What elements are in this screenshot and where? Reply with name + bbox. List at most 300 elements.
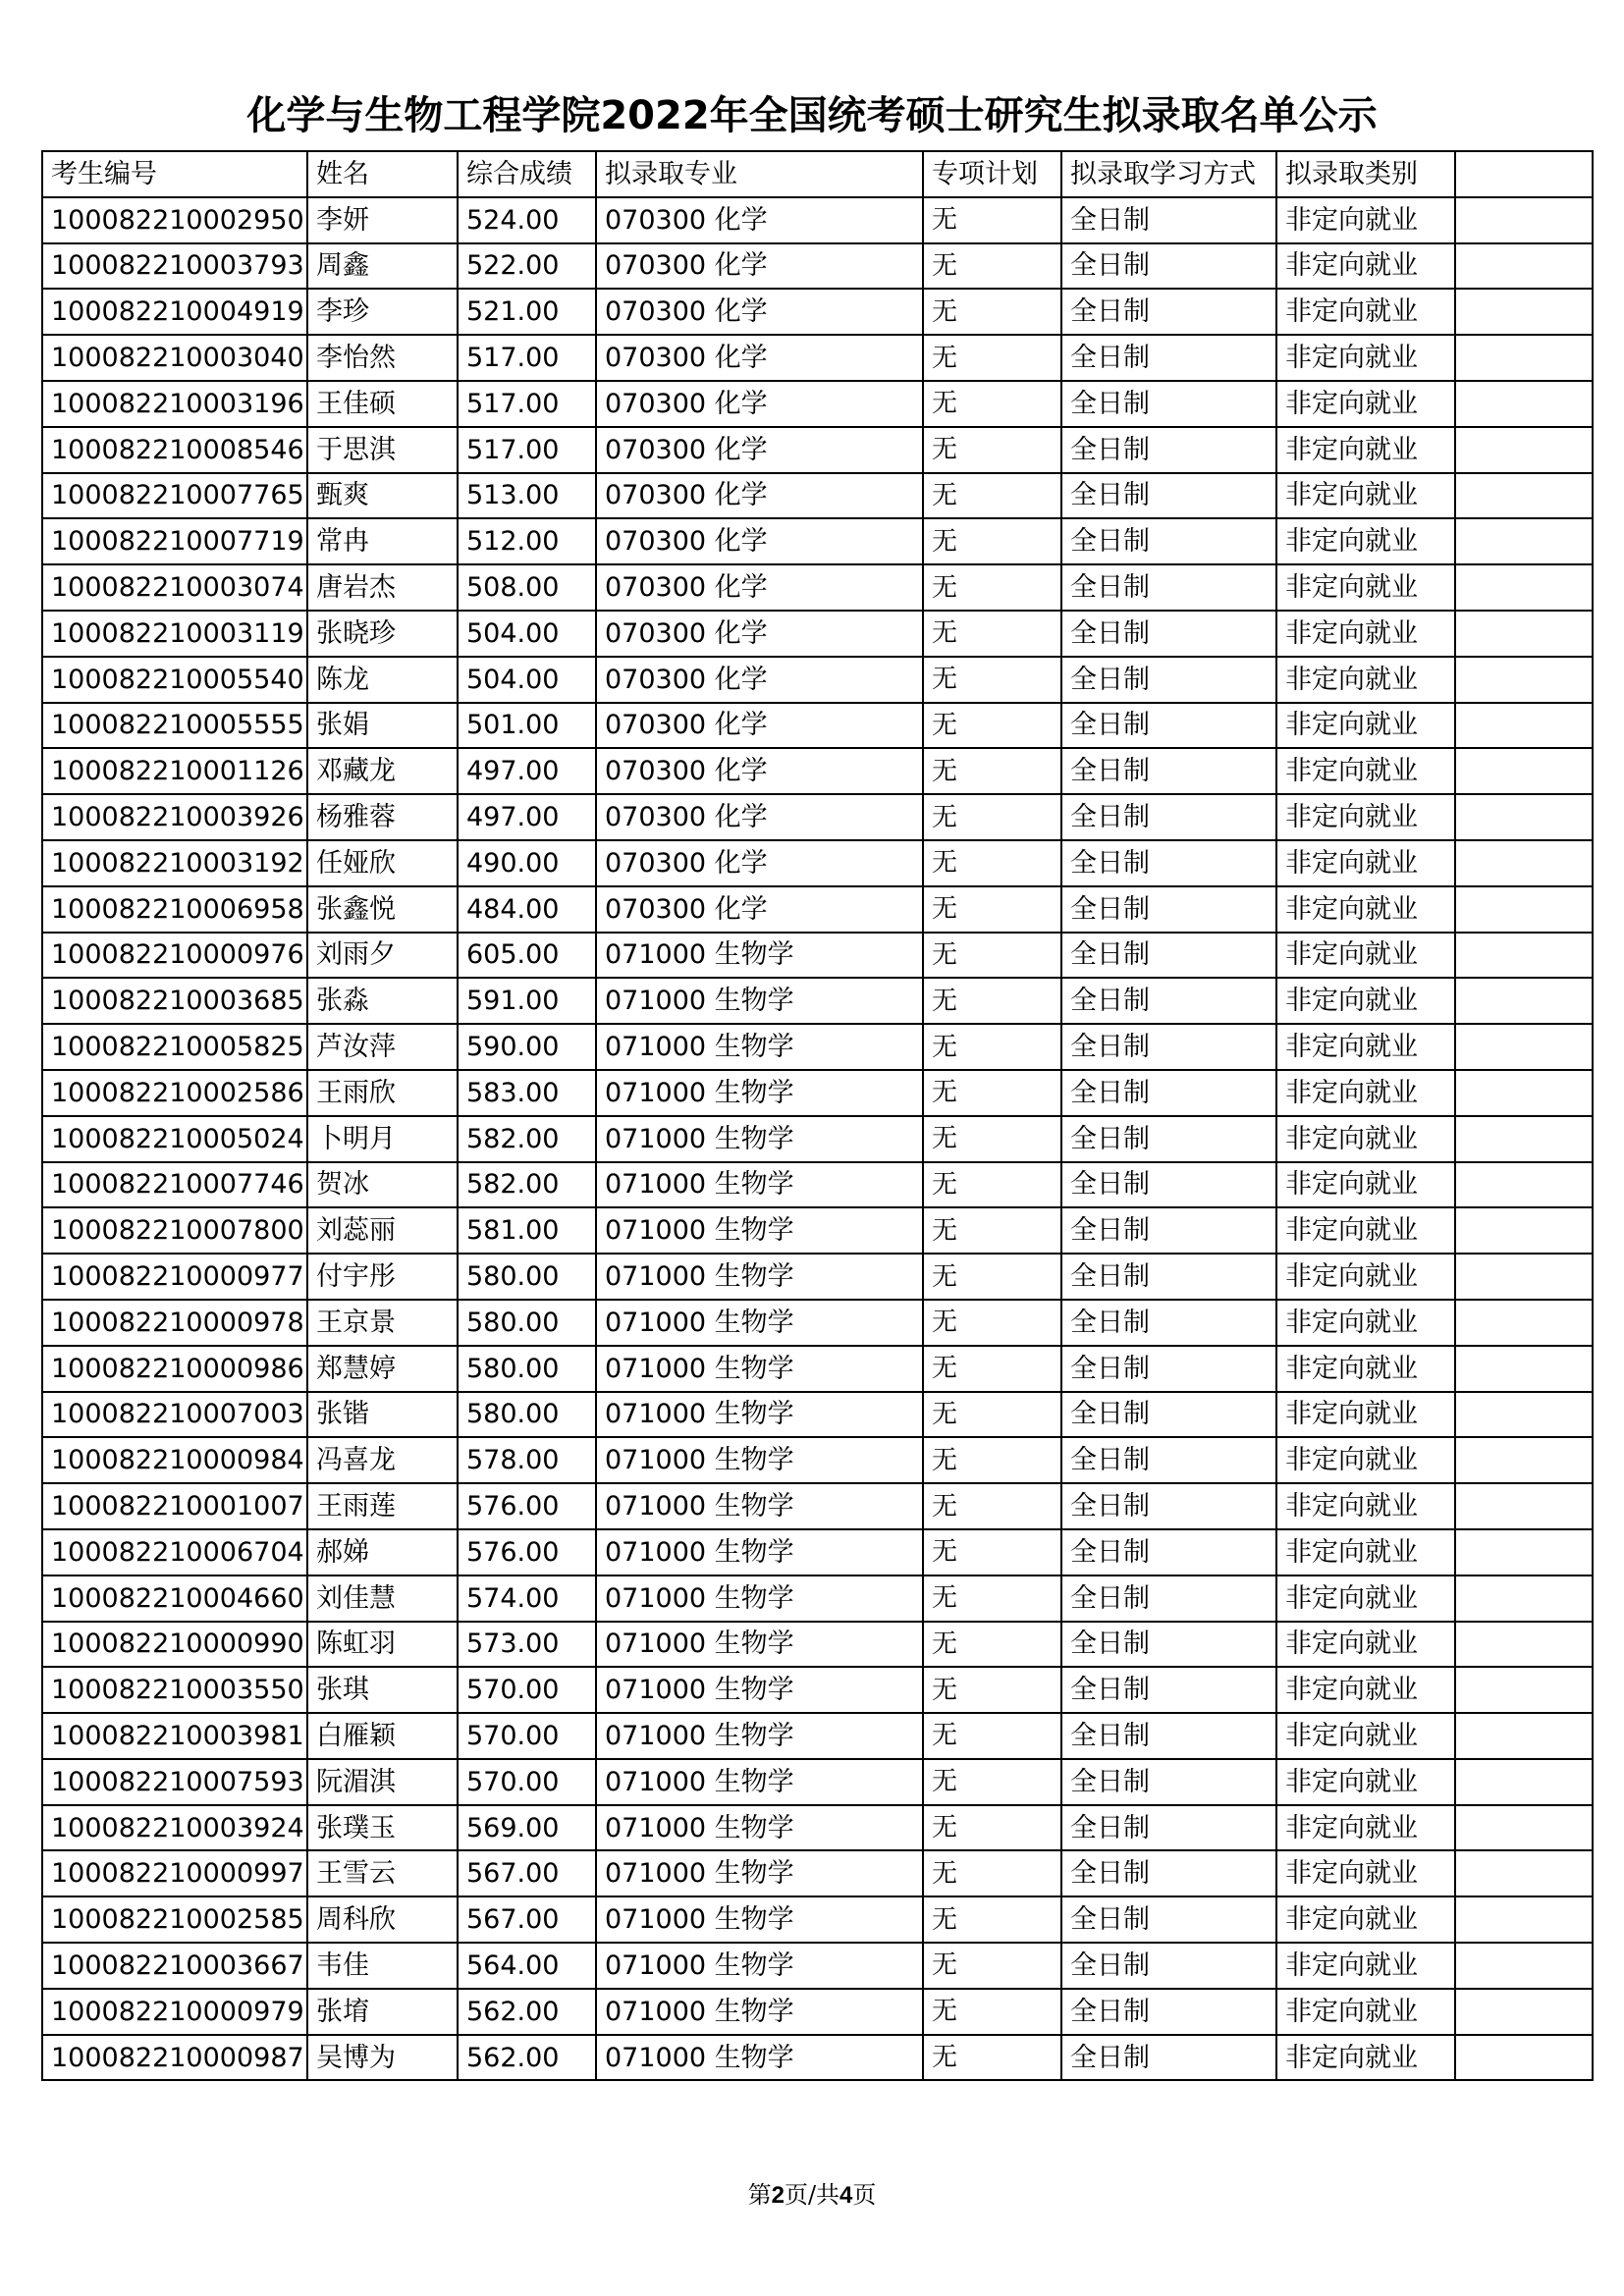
- table-row: [42, 978, 1593, 1024]
- cell-major: 071000 生物学: [596, 1759, 923, 1805]
- cell-score: 582.00: [458, 1162, 596, 1208]
- cell-special-plan: 无: [923, 518, 1061, 564]
- cell-name: 付宇彤: [307, 1254, 458, 1300]
- cell-blank: [1455, 1622, 1593, 1668]
- cell-major: 071000 生物学: [596, 1805, 923, 1851]
- cell-study-mode: 全日制: [1061, 886, 1276, 933]
- cell-special-plan: 无: [923, 1392, 1061, 1438]
- cell-special-plan: 无: [923, 748, 1061, 794]
- table-row: [42, 1896, 1593, 1943]
- cell-name: 张鑫悦: [307, 886, 458, 933]
- cell-score: 517.00: [458, 381, 596, 427]
- cell-candidate-id: 100082210003119: [42, 611, 307, 657]
- cell-special-plan: 无: [923, 1896, 1061, 1943]
- cell-candidate-id: 100082210001126: [42, 748, 307, 794]
- cell-score: 580.00: [458, 1346, 596, 1392]
- cell-special-plan: 无: [923, 381, 1061, 427]
- cell-name: 杨雅蓉: [307, 794, 458, 840]
- cell-blank: [1455, 794, 1593, 840]
- col-header-major: 拟录取专业: [596, 151, 923, 197]
- cell-study-mode: 全日制: [1061, 1989, 1276, 2035]
- cell-special-plan: 无: [923, 1667, 1061, 1713]
- cell-category: 非定向就业: [1276, 1896, 1455, 1943]
- cell-major: 071000 生物学: [596, 933, 923, 979]
- cell-blank: [1455, 1116, 1593, 1162]
- cell-major: 071000 生物学: [596, 1392, 923, 1438]
- cell-score: 578.00: [458, 1437, 596, 1483]
- cell-candidate-id: 100082210002586: [42, 1070, 307, 1116]
- cell-major: 071000 生物学: [596, 1300, 923, 1346]
- cell-special-plan: 无: [923, 611, 1061, 657]
- cell-category: 非定向就业: [1276, 1529, 1455, 1575]
- cell-candidate-id: 100082210000990: [42, 1622, 307, 1668]
- table-row: [42, 1346, 1593, 1392]
- footer-page-number: 2: [771, 2182, 785, 2209]
- table-row: [42, 840, 1593, 886]
- cell-candidate-id: 100082210003793: [42, 243, 307, 290]
- cell-score: 497.00: [458, 748, 596, 794]
- cell-candidate-id: 100082210003926: [42, 794, 307, 840]
- cell-special-plan: 无: [923, 1713, 1061, 1759]
- cell-major: 071000 生物学: [596, 2035, 923, 2081]
- cell-study-mode: 全日制: [1061, 748, 1276, 794]
- table-row: [42, 1392, 1593, 1438]
- cell-name: 卜明月: [307, 1116, 458, 1162]
- cell-candidate-id: 100082210008546: [42, 427, 307, 473]
- cell-score: 513.00: [458, 473, 596, 519]
- cell-score: 570.00: [458, 1667, 596, 1713]
- cell-study-mode: 全日制: [1061, 1162, 1276, 1208]
- cell-candidate-id: 100082210007746: [42, 1162, 307, 1208]
- cell-study-mode: 全日制: [1061, 1667, 1276, 1713]
- col-header-blank: [1455, 151, 1593, 197]
- table-row: [42, 1116, 1593, 1162]
- table-row: [42, 1162, 1593, 1208]
- table-row: [42, 703, 1593, 749]
- cell-score: 570.00: [458, 1759, 596, 1805]
- cell-major: 071000 生物学: [596, 1850, 923, 1896]
- cell-major: 070300 化学: [596, 840, 923, 886]
- cell-category: 非定向就业: [1276, 2035, 1455, 2081]
- cell-special-plan: 无: [923, 289, 1061, 335]
- cell-special-plan: 无: [923, 1529, 1061, 1575]
- cell-blank: [1455, 1896, 1593, 1943]
- cell-candidate-id: 100082210000984: [42, 1437, 307, 1483]
- cell-major: 070300 化学: [596, 197, 923, 243]
- table-row: [42, 1483, 1593, 1529]
- cell-category: 非定向就业: [1276, 1805, 1455, 1851]
- cell-major: 071000 生物学: [596, 1943, 923, 1989]
- cell-blank: [1455, 1346, 1593, 1392]
- cell-score: 524.00: [458, 197, 596, 243]
- cell-blank: [1455, 657, 1593, 703]
- cell-candidate-id: 100082210005024: [42, 1116, 307, 1162]
- cell-candidate-id: 100082210003924: [42, 1805, 307, 1851]
- cell-candidate-id: 100082210003040: [42, 335, 307, 381]
- cell-name: 刘佳慧: [307, 1575, 458, 1622]
- cell-name: 张琪: [307, 1667, 458, 1713]
- cell-major: 071000 生物学: [596, 1254, 923, 1300]
- cell-blank: [1455, 1850, 1593, 1896]
- cell-special-plan: 无: [923, 427, 1061, 473]
- cell-name: 邓藏龙: [307, 748, 458, 794]
- col-header-study-mode: 拟录取学习方式: [1061, 151, 1276, 197]
- cell-blank: [1455, 1667, 1593, 1713]
- cell-blank: [1455, 1207, 1593, 1254]
- cell-major: 070300 化学: [596, 886, 923, 933]
- table-row: [42, 1300, 1593, 1346]
- cell-score: 576.00: [458, 1529, 596, 1575]
- cell-special-plan: 无: [923, 1575, 1061, 1622]
- cell-study-mode: 全日制: [1061, 1116, 1276, 1162]
- cell-category: 非定向就业: [1276, 473, 1455, 519]
- cell-candidate-id: 100082210007765: [42, 473, 307, 519]
- cell-study-mode: 全日制: [1061, 381, 1276, 427]
- cell-category: 非定向就业: [1276, 1392, 1455, 1438]
- cell-name: 张锴: [307, 1392, 458, 1438]
- cell-study-mode: 全日制: [1061, 1805, 1276, 1851]
- cell-score: 508.00: [458, 564, 596, 611]
- cell-special-plan: 无: [923, 473, 1061, 519]
- table-row: [42, 1070, 1593, 1116]
- cell-study-mode: 全日制: [1061, 473, 1276, 519]
- cell-category: 非定向就业: [1276, 1346, 1455, 1392]
- cell-score: 580.00: [458, 1300, 596, 1346]
- footer-total-pages: 4: [839, 2182, 853, 2209]
- cell-name: 周鑫: [307, 243, 458, 290]
- cell-special-plan: 无: [923, 1070, 1061, 1116]
- cell-candidate-id: 100082210007003: [42, 1392, 307, 1438]
- cell-name: 冯喜龙: [307, 1437, 458, 1483]
- cell-score: 570.00: [458, 1713, 596, 1759]
- cell-blank: [1455, 1989, 1593, 2035]
- cell-name: 周科欣: [307, 1896, 458, 1943]
- cell-category: 非定向就业: [1276, 1162, 1455, 1208]
- cell-special-plan: 无: [923, 703, 1061, 749]
- cell-name: 张娟: [307, 703, 458, 749]
- cell-candidate-id: 100082210003196: [42, 381, 307, 427]
- cell-name: 唐岩杰: [307, 564, 458, 611]
- cell-score: 605.00: [458, 933, 596, 979]
- cell-score: 501.00: [458, 703, 596, 749]
- cell-name: 王雨莲: [307, 1483, 458, 1529]
- cell-study-mode: 全日制: [1061, 794, 1276, 840]
- cell-special-plan: 无: [923, 1207, 1061, 1254]
- cell-score: 583.00: [458, 1070, 596, 1116]
- cell-special-plan: 无: [923, 1437, 1061, 1483]
- cell-special-plan: 无: [923, 1805, 1061, 1851]
- cell-special-plan: 无: [923, 243, 1061, 290]
- cell-name: 郑慧婷: [307, 1346, 458, 1392]
- table-row: [42, 1575, 1593, 1622]
- cell-score: 581.00: [458, 1207, 596, 1254]
- cell-category: 非定向就业: [1276, 1024, 1455, 1070]
- cell-special-plan: 无: [923, 1254, 1061, 1300]
- cell-major: 071000 生物学: [596, 1713, 923, 1759]
- cell-special-plan: 无: [923, 2035, 1061, 2081]
- cell-category: 非定向就业: [1276, 1713, 1455, 1759]
- cell-special-plan: 无: [923, 1850, 1061, 1896]
- cell-special-plan: 无: [923, 1622, 1061, 1668]
- cell-category: 非定向就业: [1276, 197, 1455, 243]
- admission-table: [41, 150, 1594, 2081]
- cell-blank: [1455, 840, 1593, 886]
- table-row: [42, 197, 1593, 243]
- cell-name: 张堉: [307, 1989, 458, 2035]
- cell-score: 573.00: [458, 1622, 596, 1668]
- cell-category: 非定向就业: [1276, 427, 1455, 473]
- col-header-special-plan: 专项计划: [923, 151, 1061, 197]
- col-header-score: 综合成绩: [458, 151, 596, 197]
- cell-category: 非定向就业: [1276, 657, 1455, 703]
- cell-score: 521.00: [458, 289, 596, 335]
- cell-candidate-id: 100082210007719: [42, 518, 307, 564]
- cell-blank: [1455, 1483, 1593, 1529]
- cell-category: 非定向就业: [1276, 1759, 1455, 1805]
- cell-category: 非定向就业: [1276, 1437, 1455, 1483]
- cell-category: 非定向就业: [1276, 978, 1455, 1024]
- cell-score: 484.00: [458, 886, 596, 933]
- cell-study-mode: 全日制: [1061, 1392, 1276, 1438]
- cell-category: 非定向就业: [1276, 703, 1455, 749]
- cell-score: 567.00: [458, 1896, 596, 1943]
- cell-blank: [1455, 1437, 1593, 1483]
- cell-major: 071000 生物学: [596, 1529, 923, 1575]
- cell-score: 567.00: [458, 1850, 596, 1896]
- cell-special-plan: 无: [923, 657, 1061, 703]
- cell-score: 580.00: [458, 1392, 596, 1438]
- cell-special-plan: 无: [923, 978, 1061, 1024]
- cell-candidate-id: 100082210003685: [42, 978, 307, 1024]
- footer-middle: 页/共: [784, 2181, 840, 2209]
- cell-category: 非定向就业: [1276, 335, 1455, 381]
- cell-major: 071000 生物学: [596, 1437, 923, 1483]
- cell-candidate-id: 100082210007800: [42, 1207, 307, 1254]
- cell-major: 071000 生物学: [596, 1896, 923, 1943]
- cell-name: 王京景: [307, 1300, 458, 1346]
- cell-blank: [1455, 748, 1593, 794]
- cell-major: 070300 化学: [596, 794, 923, 840]
- cell-special-plan: 无: [923, 1116, 1061, 1162]
- cell-candidate-id: 100082210007593: [42, 1759, 307, 1805]
- cell-name: 张璞玉: [307, 1805, 458, 1851]
- cell-category: 非定向就业: [1276, 564, 1455, 611]
- cell-name: 王雨欣: [307, 1070, 458, 1116]
- cell-study-mode: 全日制: [1061, 564, 1276, 611]
- cell-score: 517.00: [458, 427, 596, 473]
- cell-special-plan: 无: [923, 197, 1061, 243]
- cell-category: 非定向就业: [1276, 1070, 1455, 1116]
- cell-score: 590.00: [458, 1024, 596, 1070]
- cell-study-mode: 全日制: [1061, 243, 1276, 290]
- cell-major: 070300 化学: [596, 748, 923, 794]
- cell-special-plan: 无: [923, 1989, 1061, 2035]
- cell-blank: [1455, 1300, 1593, 1346]
- page-footer: [0, 2175, 1624, 2210]
- cell-study-mode: 全日制: [1061, 1896, 1276, 1943]
- cell-blank: [1455, 243, 1593, 290]
- cell-major: 070300 化学: [596, 703, 923, 749]
- cell-blank: [1455, 886, 1593, 933]
- cell-category: 非定向就业: [1276, 289, 1455, 335]
- table-row: [42, 1713, 1593, 1759]
- cell-special-plan: 无: [923, 1024, 1061, 1070]
- cell-major: 071000 生物学: [596, 1346, 923, 1392]
- cell-name: 阮湄淇: [307, 1759, 458, 1805]
- cell-score: 490.00: [458, 840, 596, 886]
- cell-name: 常冉: [307, 518, 458, 564]
- cell-special-plan: 无: [923, 335, 1061, 381]
- cell-score: 512.00: [458, 518, 596, 564]
- cell-major: 070300 化学: [596, 289, 923, 335]
- cell-candidate-id: 100082210003667: [42, 1943, 307, 1989]
- cell-blank: [1455, 1070, 1593, 1116]
- cell-candidate-id: 100082210000997: [42, 1850, 307, 1896]
- cell-score: 580.00: [458, 1254, 596, 1300]
- cell-category: 非定向就业: [1276, 886, 1455, 933]
- cell-blank: [1455, 335, 1593, 381]
- cell-candidate-id: 100082210002950: [42, 197, 307, 243]
- footer-prefix: 第: [747, 2181, 772, 2209]
- cell-name: 张淼: [307, 978, 458, 1024]
- cell-major: 070300 化学: [596, 427, 923, 473]
- cell-special-plan: 无: [923, 840, 1061, 886]
- table-row: [42, 1943, 1593, 1989]
- cell-study-mode: 全日制: [1061, 703, 1276, 749]
- cell-study-mode: 全日制: [1061, 1070, 1276, 1116]
- cell-name: 李怡然: [307, 335, 458, 381]
- cell-study-mode: 全日制: [1061, 1713, 1276, 1759]
- table-row: [42, 1024, 1593, 1070]
- cell-score: 504.00: [458, 657, 596, 703]
- cell-category: 非定向就业: [1276, 243, 1455, 290]
- cell-blank: [1455, 2035, 1593, 2081]
- cell-score: 564.00: [458, 1943, 596, 1989]
- cell-category: 非定向就业: [1276, 1254, 1455, 1300]
- cell-name: 张晓珍: [307, 611, 458, 657]
- cell-special-plan: 无: [923, 1943, 1061, 1989]
- cell-major: 071000 生物学: [596, 1116, 923, 1162]
- cell-study-mode: 全日制: [1061, 1024, 1276, 1070]
- cell-major: 070300 化学: [596, 381, 923, 427]
- cell-score: 517.00: [458, 335, 596, 381]
- cell-score: 574.00: [458, 1575, 596, 1622]
- table-row: [42, 243, 1593, 290]
- table-row: [42, 748, 1593, 794]
- table-row: [42, 611, 1593, 657]
- cell-candidate-id: 100082210004919: [42, 289, 307, 335]
- cell-special-plan: 无: [923, 794, 1061, 840]
- cell-major: 071000 生物学: [596, 1622, 923, 1668]
- cell-blank: [1455, 1759, 1593, 1805]
- cell-major: 071000 生物学: [596, 1667, 923, 1713]
- table-row: [42, 1805, 1593, 1851]
- cell-candidate-id: 100082210001007: [42, 1483, 307, 1529]
- cell-category: 非定向就业: [1276, 748, 1455, 794]
- cell-category: 非定向就业: [1276, 1483, 1455, 1529]
- cell-category: 非定向就业: [1276, 794, 1455, 840]
- cell-major: 070300 化学: [596, 657, 923, 703]
- cell-blank: [1455, 518, 1593, 564]
- cell-category: 非定向就业: [1276, 381, 1455, 427]
- cell-blank: [1455, 197, 1593, 243]
- table-row: [42, 1622, 1593, 1668]
- table-row: [42, 1989, 1593, 2035]
- cell-category: 非定向就业: [1276, 1943, 1455, 1989]
- cell-candidate-id: 100082210003192: [42, 840, 307, 886]
- cell-name: 陈龙: [307, 657, 458, 703]
- table-row: [42, 933, 1593, 979]
- cell-study-mode: 全日制: [1061, 611, 1276, 657]
- cell-major: 071000 生物学: [596, 1483, 923, 1529]
- cell-category: 非定向就业: [1276, 1667, 1455, 1713]
- cell-blank: [1455, 1575, 1593, 1622]
- cell-score: 591.00: [458, 978, 596, 1024]
- cell-blank: [1455, 1713, 1593, 1759]
- cell-name: 陈虹羽: [307, 1622, 458, 1668]
- cell-candidate-id: 100082210005825: [42, 1024, 307, 1070]
- cell-major: 070300 化学: [596, 243, 923, 290]
- cell-score: 582.00: [458, 1116, 596, 1162]
- table-row: [42, 886, 1593, 933]
- cell-score: 562.00: [458, 1989, 596, 2035]
- table-header-row: [42, 151, 1593, 197]
- cell-blank: [1455, 473, 1593, 519]
- cell-category: 非定向就业: [1276, 840, 1455, 886]
- cell-blank: [1455, 703, 1593, 749]
- cell-major: 070300 化学: [596, 564, 923, 611]
- cell-major: 071000 生物学: [596, 1989, 923, 2035]
- cell-name: 于思淇: [307, 427, 458, 473]
- cell-name: 刘雨夕: [307, 933, 458, 979]
- cell-study-mode: 全日制: [1061, 289, 1276, 335]
- cell-major: 071000 生物学: [596, 1024, 923, 1070]
- cell-category: 非定向就业: [1276, 611, 1455, 657]
- cell-special-plan: 无: [923, 1300, 1061, 1346]
- table-row: [42, 1207, 1593, 1254]
- col-header-category: 拟录取类别: [1276, 151, 1455, 197]
- table-row: [42, 1437, 1593, 1483]
- table-row: [42, 427, 1593, 473]
- cell-major: 071000 生物学: [596, 978, 923, 1024]
- cell-study-mode: 全日制: [1061, 1575, 1276, 1622]
- cell-candidate-id: 100082210006704: [42, 1529, 307, 1575]
- cell-candidate-id: 100082210000986: [42, 1346, 307, 1392]
- cell-blank: [1455, 1529, 1593, 1575]
- cell-name: 李妍: [307, 197, 458, 243]
- table-body: [42, 197, 1593, 2081]
- cell-major: 070300 化学: [596, 335, 923, 381]
- cell-special-plan: 无: [923, 1759, 1061, 1805]
- cell-score: 562.00: [458, 2035, 596, 2081]
- cell-score: 497.00: [458, 794, 596, 840]
- cell-category: 非定向就业: [1276, 1116, 1455, 1162]
- cell-study-mode: 全日制: [1061, 1483, 1276, 1529]
- cell-major: 070300 化学: [596, 518, 923, 564]
- table-row: [42, 657, 1593, 703]
- footer-suffix: 页: [852, 2181, 877, 2209]
- cell-name: 吴博为: [307, 2035, 458, 2081]
- cell-study-mode: 全日制: [1061, 1437, 1276, 1483]
- table-row: [42, 518, 1593, 564]
- cell-major: 071000 生物学: [596, 1162, 923, 1208]
- cell-candidate-id: 100082210003981: [42, 1713, 307, 1759]
- cell-name: 甄爽: [307, 473, 458, 519]
- cell-name: 白雁颖: [307, 1713, 458, 1759]
- cell-candidate-id: 100082210000977: [42, 1254, 307, 1300]
- cell-study-mode: 全日制: [1061, 1529, 1276, 1575]
- cell-category: 非定向就业: [1276, 1300, 1455, 1346]
